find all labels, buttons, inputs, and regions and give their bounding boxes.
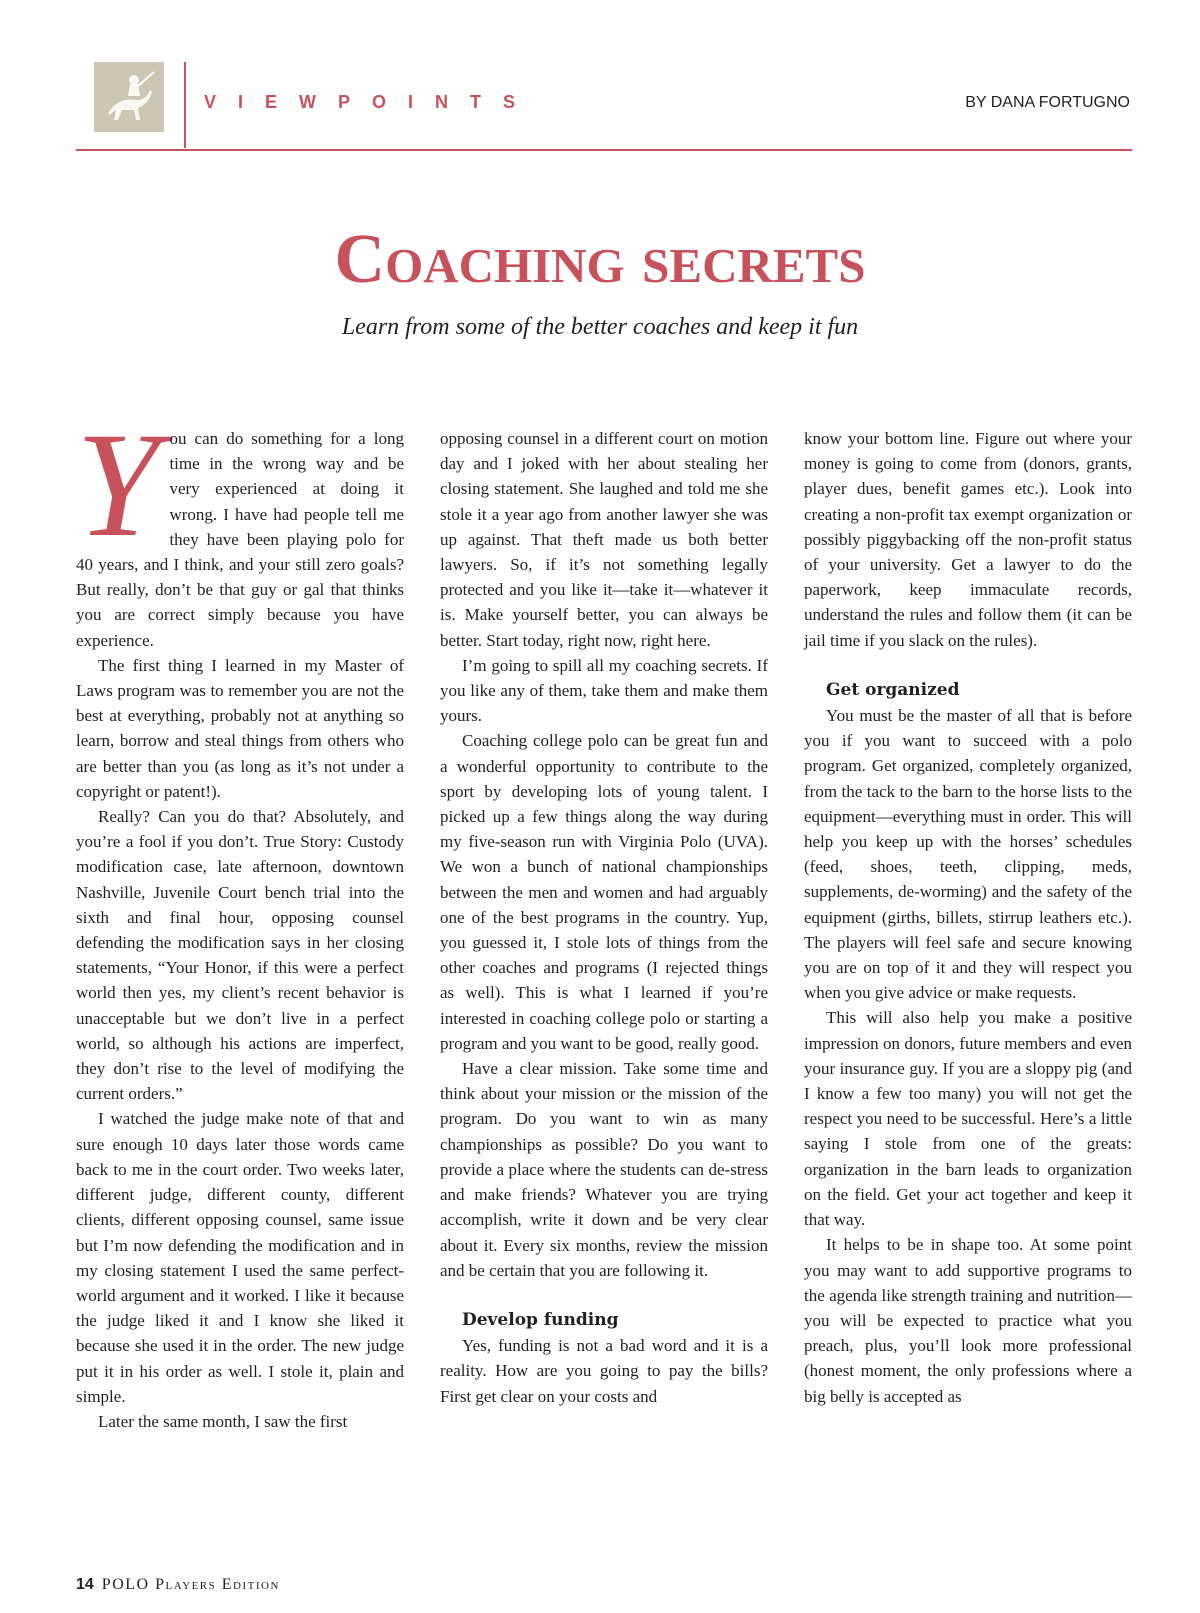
page-number: 14 (76, 1576, 94, 1593)
polo-player-icon (94, 62, 164, 132)
article-column-2 (440, 426, 768, 1409)
paragraph: Yes, funding is not a bad word and it is a reality. How are you going to pay the bills? First get clear on your costs and (440, 1336, 768, 1406)
paragraph: Coaching college polo can be great fun and a wonderful opportunity to contribute to the sport by developing lots of young talent. I picked up a few things along the way during my five-season run with Virginia Polo (UVA). We won a bunch of national championships between the men and women and had arguably one of the best programs in the country. Yup, you guessed it, I stole lots of things from the other coaches and programs (I rejected things as well). This is what I learned if you’re interested in coaching college polo or starting a program and you want to be good, really good. (440, 731, 768, 1053)
paragraph: know your bottom line. Figure out where your money is going to come from (donors, grants, player dues, benefit games etc.). Look into creating a non-profit tax exempt organization or possibly piggybacking off the non-profit status of your university. Get a lawyer to do the paperwork, keep immaculate records, understand the rules and follow them (it can be jail time if you slack on the rules). (804, 429, 1132, 650)
article-column-3 (804, 426, 1132, 1409)
drop-cap: Y (76, 402, 160, 568)
header-divider-horizontal (76, 149, 1132, 151)
paragraph: Later the same month, I saw the first (98, 1411, 348, 1431)
header-divider-vertical (184, 62, 186, 148)
paragraph: Have a clear mission. Take some time and think about your mission or the mission of the program. Do you want to win as many championships as possible? Do you want to provide a place where the students can de-stress and make friends? Whatever you are trying accomplish, write it down and be very clear about it. Every six months, review the mission and be certain that you are following it. (440, 1059, 768, 1280)
section-heading-organized: Get organized (826, 679, 960, 700)
paragraph: It helps to be in shape too. At some point you may want to add supportive programs to the agenda like strength training and nutrition—you will be expected to practice what you preach, plus, you’ll look more professional (honest moment, the only professions where a big belly is accepted as (804, 1235, 1132, 1406)
paragraph: ou can do something for a long time in the wrong way and be very experienced at doing it wrong. I have had people tell me they have been playing polo for 40 years, and I think, and your still zero goals? But really, don’t be that guy or gal that thinks you are correct simply because you have experience. (76, 429, 404, 650)
paragraph: You must be the master of all that is before you if you want to succeed with a polo program. Get organized, completely organized, from the tack to the barn to the horse lists to the equipment—everything must in order. This will help you keep up with the horses’ schedules (feed, shoes, teeth, clipping, meds, supplements, de-worming) and the safety of the equipment (girths, billets, stirrup leathers etc.). The players will feel safe and secure knowing you are on top of it and they will respect you when you give advice or make requests. (804, 706, 1132, 1003)
article-column-1 (76, 402, 404, 1434)
page-footer (76, 1576, 280, 1594)
paragraph: opposing counsel in a different court on motion day and I joked with her about stealing her closing statement. She laughed and told me she stole it a year ago from another lawyer she was up against. That theft made us both better lawyers. So, if it’s not something legally protected and you like it—take it—whatever it is. Make yourself better, you can always be better. Start today, right now, right here. (440, 429, 768, 650)
paragraph: Really? Can you do that? Absolutely, and you’re a fool if you don’t. True Story: Custody modification case, late afternoon, downtown Nashville, Juvenile Court bench trial into the sixth and final hour, opposing counsel defending the modification says in her closing statements, “Your Honor, if this were a perfect world then yes, my client’s recent behavior is unacceptable but we don’t live in a perfect world, so although his actions are imperfect, they don’t rise to the level of modifying the current orders.” (76, 807, 404, 1104)
paragraph: This will also help you make a positive impression on donors, future members and even your insurance guy. If you are a sloppy pig (and I know a few too many) you will not get the respect you need to be successful. Here’s a little saying I stole from one of the greats: organization in the barn leads to organization on the field. Get your act together and keep it that way. (804, 1008, 1132, 1230)
polo-player-icon-graphic (94, 62, 164, 132)
article-title: Coaching secrets (334, 221, 866, 298)
paragraph: I watched the judge make note of that and sure enough 10 days later those words came back to me in the court order. Two weeks later, different judge, different county, different clients, different opposing counsel, same issue but I’m now defending the modification and in my closing statement I used the same perfect-world argument and it worked. I like it because the judge liked it and I know she liked it because she used it in the order. The new judge put it in his order as well. I stole it, plain and simple. (76, 1109, 404, 1406)
section-heading-funding: Develop funding (462, 1309, 619, 1330)
publication-name: POLO Players Edition (101, 1576, 280, 1593)
section-label: VIEWPOINTS (204, 92, 538, 112)
paragraph: The first thing I learned in my Master of Laws program was to remember you are not the best at everything, probably not at anything so learn, borrow and steal things from others who are better than you (as long as it’s not under a copyright or patent!). (76, 655, 404, 801)
byline: BY DANA FORTUGNO (965, 94, 1130, 111)
article-subtitle: Learn from some of the better coaches and keep it fun (341, 314, 859, 340)
paragraph: I’m going to spill all my coaching secrets. If you like any of them, take them and make them yours. (440, 655, 768, 726)
